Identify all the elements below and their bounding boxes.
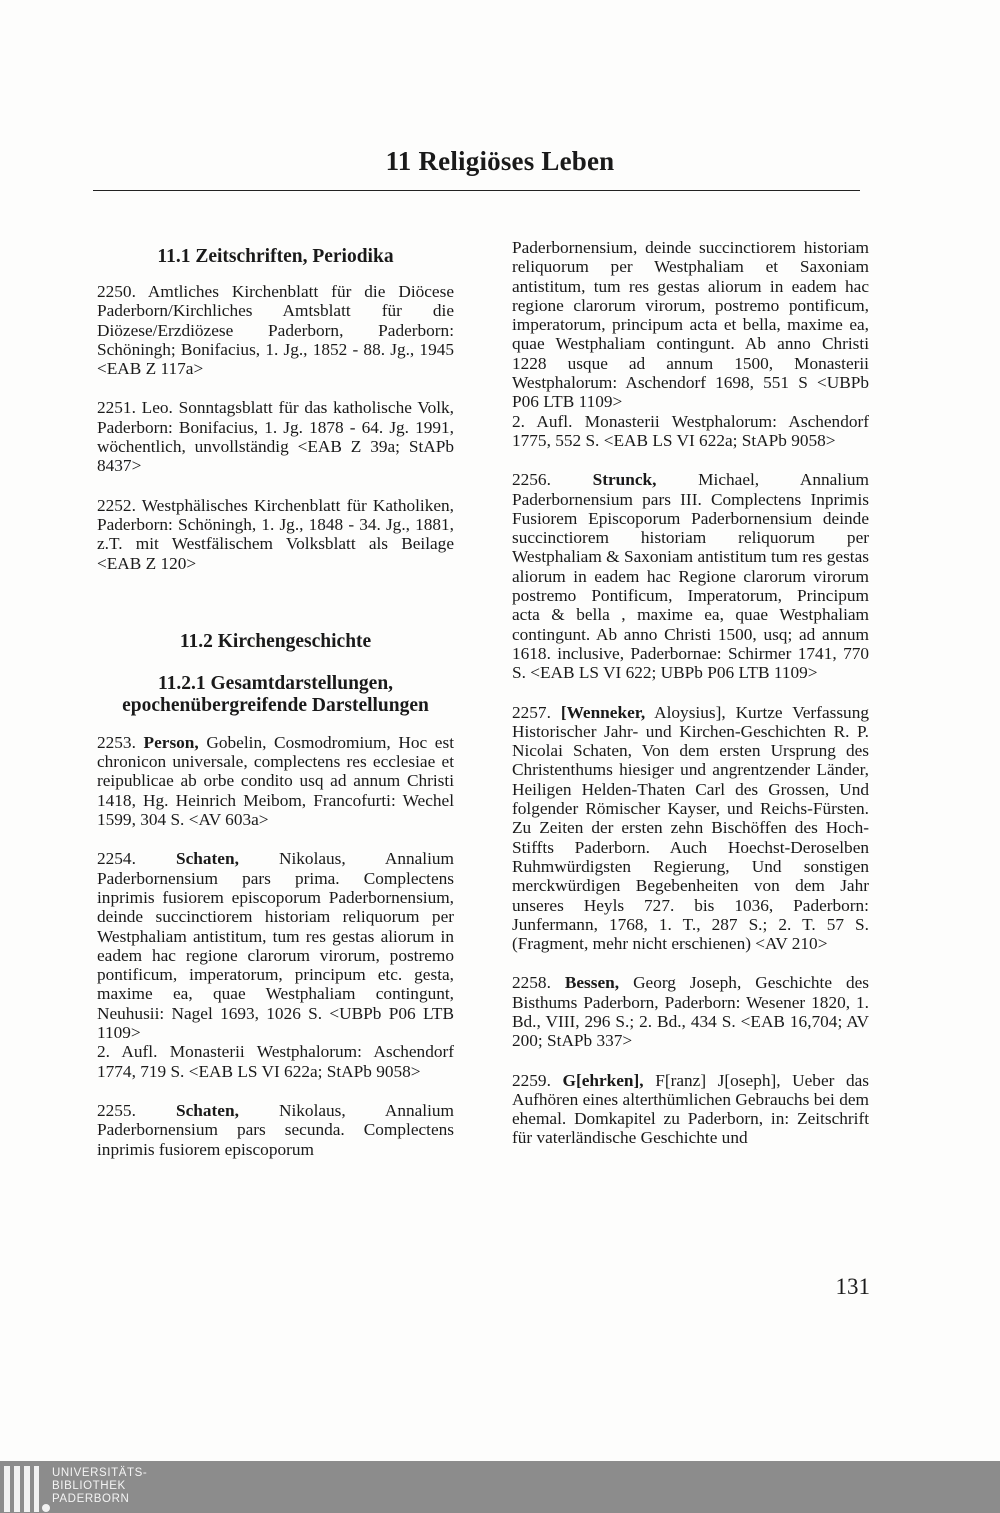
entry-number: 2250. [97, 282, 136, 301]
section-heading-gesamtdarstellungen: 11.2.1 Gesamtdarstellungen, epochenübergreifende Darstellungen [122, 672, 429, 716]
entry-author: Bessen, [564, 973, 620, 993]
right-column [512, 238, 869, 1168]
entry-2259 [512, 1071, 869, 1148]
chapter-title: 11 Religiöses Leben [385, 146, 615, 176]
section-heading-zeitschriften: 11.1 Zeitschriften, Periodika [157, 246, 394, 267]
entry-author: Schaten, [176, 849, 239, 869]
entry-author: Person, [143, 732, 199, 752]
entry-2257 [512, 703, 869, 954]
library-footer-band [0, 1461, 1000, 1513]
library-name [52, 1467, 147, 1506]
entry-text: Aloysius], Kurtze Verfassung Historischer Jahr- und Kirchen-Geschichten R. P. Nicolai Schaten, Von dem ersten Ursprung des Christenthums hiesiger und angrentzender Länder, Heiligen Helden-Thaten Carl des Grossen, Und folgender Römischer Kayser, und Reichs-Fürsten. Zu Zeiten der ersten zehn Bischöffen des Hoch-Stiffts Paderborn. Auch Hoechst-Deroselben Ruhmwürdigsten Regierung, Und sonstigen merckwürdigen Begebenheiten von dem Jahr unseres Heyls 727. bis 1036, Paderborn: Junfermann, 1768, 1. T., 287 S.; 2. T. 57 S. (Fragment, mehr nicht erschienen) <AV 210> [512, 702, 869, 954]
entry-author: Schaten, [176, 1100, 239, 1120]
entry-2255 [97, 1101, 454, 1159]
entry-text: Amtliches Kirchenblatt für die Diöcese Paderborn/Kirchliches Amtsblatt für die Diözese/Erzdiözese Paderborn, Paderborn: Schöningh; Bonifacius, 1. Jg., 1852 - 88. Jg., 1945 <EAB Z 117a> [97, 282, 454, 379]
entry-2254-edition: 2. Aufl. Monasterii Westphalorum: Aschendorf 1774, 719 S. <EAB LS VI 622a; StAPb 9058> [97, 1042, 454, 1081]
entry-text: Nikolaus, Annalium Paderbornensium pars prima. Complectens inprimis fusiorem episcoporum Paderbornensium, deinde succinctiorem historiam reliquorum per Westphaliam antistitum, tum res gestas aliorum in eadem hac regione clarorum virorum, postremo pontificum, imperatorum, principum etc. gesta, maxime ea, quae Westphaliam contingunt, Neuhusii: Nagel 1693, 1026 S. <UBPb P06 LTB 1109> [97, 849, 454, 1043]
entry-2255-edition: 2. Aufl. Monasterii Westphalorum: Aschendorf 1775, 552 S. <EAB LS VI 622a; StAPb 9058> [512, 411, 869, 450]
entry-number: 2259. [512, 1070, 551, 1090]
entry-2251 [97, 398, 454, 475]
library-logo-icon [4, 1466, 48, 1512]
left-column [97, 238, 454, 1179]
entry-number: 2251. [97, 398, 136, 418]
entry-text: Westphälisches Kirchenblatt für Katholiken, Paderborn: Schöningh, 1. Jg., 1848 - 34. Jg., 1881, z.T. mit Westfälischem Volksblatt als Beilage <EAB Z 120> [97, 495, 454, 573]
entry-2258 [512, 973, 869, 1050]
entry-2253 [97, 733, 454, 829]
page-number: 131 [835, 1274, 870, 1299]
entry-number: 2255. [97, 1100, 136, 1120]
entry-2250 [97, 282, 454, 378]
entry-number: 2252. [97, 495, 136, 515]
title-rule [93, 190, 860, 191]
section-heading-kirchengeschichte: 11.2 Kirchengeschichte [179, 630, 372, 652]
entry-number: 2258. [512, 973, 551, 993]
entry-2255-continued: Paderbornensium, deinde succinctiorem historiam reliquorum per Westphaliam et Saxoniam antistitum, tum res gestas aliorum in eadem hac regione clarorum virorum, postremo pontificum, imperatorum, principum acta et bella, maxime ea, quae Westphaliam contingunt. Ab anno Christi 1228 usque ad annum 1500, Monasterii Westphalorum: Aschendorf 1698, 551 S <UBPb P06 LTB 1109> [512, 238, 869, 412]
entry-2254 [97, 849, 454, 1042]
library-name-line: BIBLIOTHEK [52, 1480, 126, 1492]
entry-text: Leo. Sonntagsblatt für das katholische Volk, Paderborn: Bonifacius, 1. Jg. 1878 - 64. Jg. 1991, wöchentlich, unvollständig <EAB Z 39a; StAPb 8437> [97, 398, 454, 476]
entry-text: Georg Joseph, Geschichte des Bisthums Paderborn, Paderborn: Wesener 1820, 1. Bd., VIII, 296 S.; 2. Bd., 434 S. <EAB 16,704; AV 200; StAPb 337> [512, 973, 869, 1051]
entry-number: 2257. [512, 702, 551, 722]
entry-text: F[ranz] J[oseph], Ueber das Aufhören eines alterthümlichen Gebrauchs bei dem ehemal. Domkapitel zu Paderborn, in: Zeitschrift für vaterländische Geschichte und [512, 1070, 870, 1148]
entry-number: 2254. [97, 849, 136, 869]
entry-2256 [512, 470, 869, 682]
library-name-line: PADERBORN [52, 1493, 130, 1505]
entry-text: Gobelin, Cosmodromium, Hoc est chronicon universale, complectens res ecclesiae et reipublicae ab orbe condito usq ad annum Christi 1418, Hg. Heinrich Meibom, Francofurti: Wechel 1599, 304 S. <AV 603a> [97, 732, 454, 830]
entry-number: 2256. [512, 470, 551, 490]
entry-author: G[ehrken], [562, 1070, 644, 1090]
entry-text: Michael, Annalium Paderbornensium pars III. Complectens Inprimis Fusiorem Episcoporum Paderbornensium deinde succinctiorem historiam reliquorum per Westphaliam & Saxoniam antistitum tum res gestas aliorum in eadem hac Regione clarorum virorum postremo Pontificum, Imperatorum, Principum acta & bella , maxime ea, quae Westphaliam contingunt. Ab anno Christi 1500, usq; ad annum 1618. inclusive, Paderbornae: Schirmer 1741, 770 S. <EAB LS VI 622; UBPb P06 LTB 1109> [512, 470, 869, 683]
entry-author: Strunck, [592, 470, 657, 490]
entry-author: [Wenneker, [560, 702, 646, 722]
library-name-line: UNIVERSITÄTS- [52, 1467, 148, 1479]
entry-number: 2253. [97, 732, 136, 752]
entry-text: Nikolaus, Annalium Paderbornensium pars secunda. Complectens inprimis fusiorem episcoporum [97, 1100, 454, 1159]
entry-2252 [97, 496, 454, 573]
